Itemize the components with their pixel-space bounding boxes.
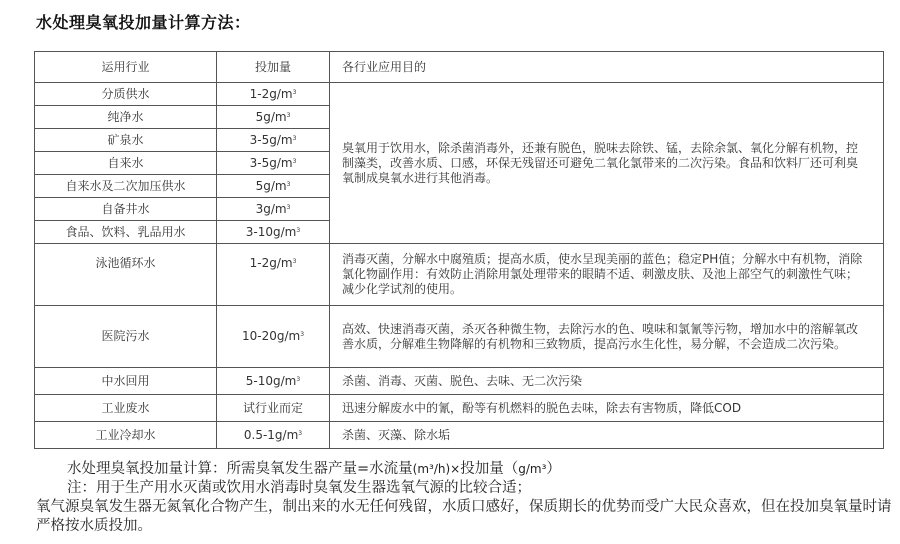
dosage-cell: $5g/m^3$ <box>217 175 330 198</box>
header-purpose: 各行业应用目的 <box>330 52 884 83</box>
times-sign: × <box>450 462 461 476</box>
industry-cell: 医院污水 <box>35 306 217 368</box>
table-row <box>35 83 884 106</box>
dosage-cell: $5g/m^3$ <box>217 106 330 129</box>
industry-cell: 工业冷却水 <box>35 422 217 449</box>
purpose-drinking-cell: 臭氧用于饮用水，除杀菌消毒外，还兼有脱色，脱味去除铁、锰，去除余氯、氧化分解有机物，控制藻类，改善水质、口感，环保无残留还可避免二氧化氯带来的二次污染。食品和饮料厂还可利臭氧制成臭氧水进行其他消毒。 <box>330 83 884 244</box>
dosage-cell: 试行业而定 <box>217 395 330 422</box>
industry-cell: 泳池循环水 <box>35 244 217 306</box>
industry-cell: 自来水 <box>35 152 217 175</box>
industry-cell: 工业废水 <box>35 395 217 422</box>
dosage-cell: $3-5g/m^3$ <box>217 152 330 175</box>
flow-unit: (m³/h) <box>412 462 451 476</box>
industry-cell: 分质供水 <box>35 83 217 106</box>
dose-unit: g/m³ <box>518 462 547 476</box>
header-industry: 运用行业 <box>35 52 217 83</box>
table-row <box>35 306 884 368</box>
purpose-reuse-cell: 杀菌、消毒、灭菌、脱色、去味、无二次污染 <box>330 368 884 395</box>
footer-notes <box>36 460 896 536</box>
dosage-cell: $3-10g/m^3$ <box>217 221 330 244</box>
purpose-pool-cell: 消毒灭菌，分解水中腐殖质；提高水质，使水呈现美丽的蓝色；稳定PH值；分解水中有机物，消除氯化物副作用：有效防止消除用氯处理带来的眼睛不适、刺激皮肤、及池上部空气的刺激性气味；减少化学试剂的使用。 <box>330 244 884 306</box>
ozone-dosage-table <box>34 51 884 449</box>
dosage-cell: $3-5g/m^3$ <box>217 129 330 152</box>
dosage-cell: $3g/m^3$ <box>217 198 330 221</box>
industry-cell: 纯净水 <box>35 106 217 129</box>
industry-cell: 食品、饮料、乳品用水 <box>35 221 217 244</box>
formula-line: 水处理臭氧投加量计算：所需臭氧发生器产量=水流量(m³/h)×投加量（g/m³） <box>67 461 561 477</box>
industry-cell: 自来水及二次加压供水 <box>35 175 217 198</box>
table-row <box>35 368 884 395</box>
table-row <box>35 422 884 449</box>
dosage-cell: $5-10g/m^3$ <box>217 368 330 395</box>
dosage-cell: $1-2g/m^3$ <box>217 244 330 306</box>
dosage-cell: $1-2g/m^3$ <box>217 83 330 106</box>
purpose-cooling-cell: 杀菌、灭藻、除水垢 <box>330 422 884 449</box>
page-title: 水处理臭氧投加量计算方法： <box>36 13 251 32</box>
purpose-industrial-waste-cell: 迅速分解废水中的氰，酚等有机燃料的脱色去味，除去有害物质，降低COD <box>330 395 884 422</box>
header-dosage: 投加量 <box>217 52 330 83</box>
purpose-hospital-cell: 高效、快速消毒灭菌，杀灭各种微生物，去除污水的色、嗅味和氯氰等污物，增加水中的溶解氧改善水质，分解难生物降解的有机物和三致物质，提高污水生化性，易分解，不会造成二次污染。 <box>330 306 884 368</box>
table-header-row <box>35 52 884 83</box>
table-row <box>35 244 884 306</box>
industry-cell: 中水回用 <box>35 368 217 395</box>
industry-cell: 自备井水 <box>35 198 217 221</box>
note-line: 注：用于生产用水灭菌或饮用水消毒时臭氧发生器选氧气源的比较合适； <box>67 480 531 496</box>
oxygen-source-paragraph: 氧气源臭氧发生器无氮氧化合物产生，制出来的水无任何残留，水质口感好，保质期长的优势而受广大民众喜欢，但在投加臭氧量时请严格按水质投加。 <box>36 499 892 534</box>
industry-cell: 矿泉水 <box>35 129 217 152</box>
table-row <box>35 395 884 422</box>
dosage-cell: $0.5-1g/m^3$ <box>217 422 330 449</box>
dosage-cell: $10-20g/m^3$ <box>217 306 330 368</box>
